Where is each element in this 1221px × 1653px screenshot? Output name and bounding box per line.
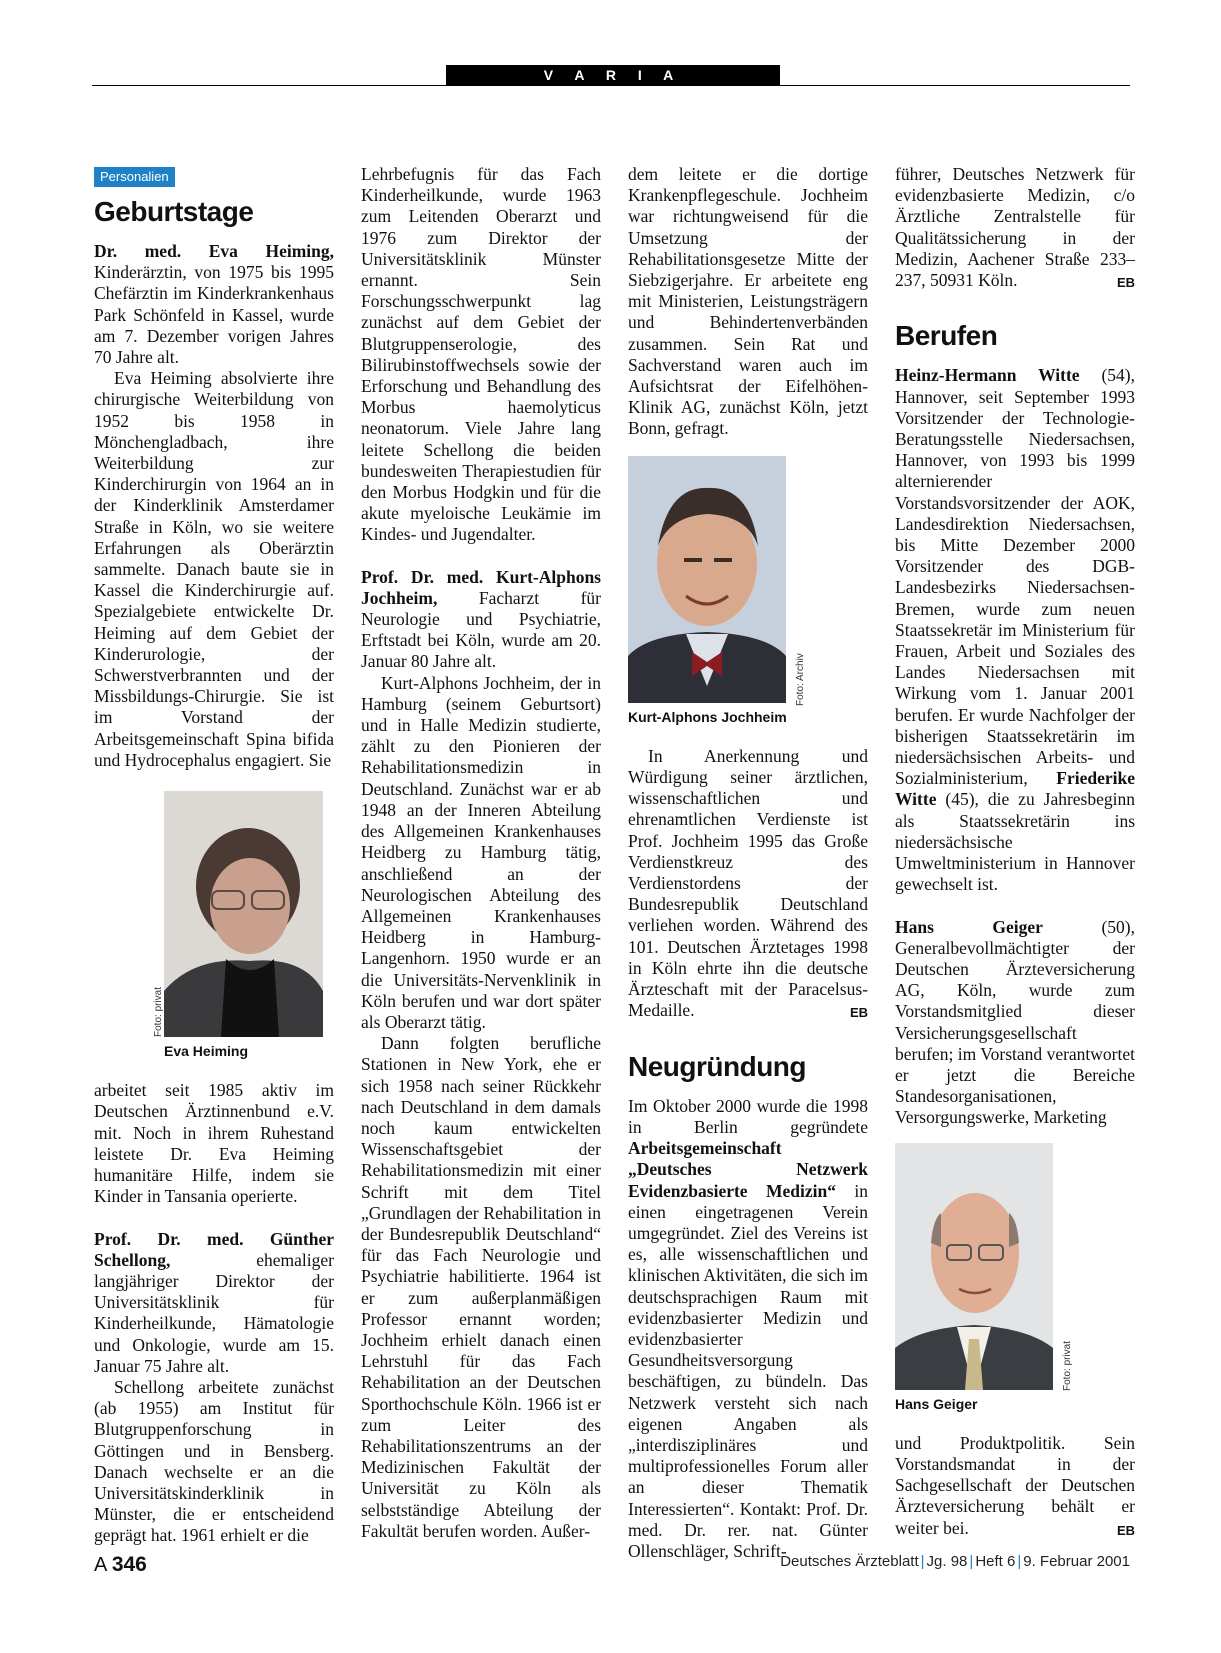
paragraph: In Anerkennung und Würdigung seiner ärztlichen, wissenschaftlichen und ehrenamtlichen Verdienste ist Prof. Jochheim 1995 das Große Verdienstkreuz des Verdienstordens der Bundesrepublik Deutschland verliehen worden. Während des 101. Deutschen Ärztetages 1998 in Köln ehrte ihn die deutsche Ärzteschaft mit der Paracelsus-Medaille. xyxy=(628,745,868,1021)
paragraph: Prof. Dr. med. Kurt-Alphons Jochheim, Facharzt für Neurologie und Psychiatrie, Erftstadt bei Köln, wurde am 20. Januar 80 Jahre alt. xyxy=(361,566,601,672)
column-2 xyxy=(361,164,601,1542)
paragraph: und Produktpolitik. Sein Vorstandsmandat in der Sachgesellschaft der Deutschen Ärzteversicherung behält er weiter bei. xyxy=(895,1432,1135,1538)
portrait-eva-heiming xyxy=(164,791,323,1037)
person-name: Prof. Dr. med. Günther Schellong, xyxy=(94,1228,334,1270)
person-name: Dr. med. Eva Heiming, xyxy=(94,241,334,261)
portrait-photo xyxy=(628,456,786,703)
organization-name: Arbeitsgemeinschaft „Deutsches Netzwerk Evidenzbasierte Medizin“ xyxy=(628,1138,868,1201)
author-sign: EB xyxy=(1116,275,1135,291)
photo-credit: Foto: privat xyxy=(153,987,164,1038)
paragraph: Dr. med. Eva Heiming, Kinderärztin, von 1975 bis 1995 Chefärztin im Kinderkrankenhaus Park Schönfeld in Kassel, wurde am 7. Dezember vorigen Jahres 70 Jahre alt. xyxy=(94,241,334,368)
photo-caption: Eva Heiming xyxy=(164,1043,249,1060)
person-name: Friederike Witte xyxy=(895,768,1135,810)
portrait-photo xyxy=(895,1143,1053,1390)
person-name: Prof. Dr. med. Kurt-Alphons Jochheim, xyxy=(361,566,601,608)
paragraph: arbeitet seit 1985 aktiv im Deutschen Ärztinnenbund e.V. mit. Noch in ihrem Ruhestand leistete Dr. Eva Heiming humanitäre Hilfe, indem sie Kinder in Tansania operierte. xyxy=(94,1080,334,1207)
photo-credit: Foto: privat xyxy=(1062,1340,1073,1391)
portrait-photo xyxy=(164,791,323,1037)
paragraph: Im Oktober 2000 wurde die 1998 in Berlin gegründete Arbeitsgemeinschaft „Deutsches Netzwerk Evidenzbasierte Medizin“ in einen eingetragenen Verein umgegründet. Ziel des Vereins ist es, alle wissenschaftlichen und klinischen Aktivitäten, die sich im deutschsprachigen Raum mit evidenzbasierter Medizin und evidenzbasierter Gesundheitsversorgung beschäftigen, zu bündeln. Das Netzwerk versteht sich nach eigenen Angaben als „interdisziplinäres und multiprofessionelles Forum aller an dieser Thematik Interessierten“. Kontakt: Prof. Dr. med. Dr. rer. nat. Günter Ollenschläger, Schrift- xyxy=(628,1095,868,1561)
photo-caption: Kurt-Alphons Jochheim xyxy=(628,708,787,725)
person-name: Hans Geiger xyxy=(895,916,1043,937)
page-number: A 346 xyxy=(94,1553,147,1576)
paragraph: Eva Heiming absolvierte ihre chirurgische Weiterbildung von 1952 bis 1958 in Mönchengladbach, ihre Weiterbildung zur Kinderchirurgin von 1964 an in der Kinderklinik Amsterdamer Straße in Köln, wo sie weitere Erfahrungen als Oberärztin sammelte. Danach baute sie in Kassel die Kinderchirurgie auf. Spezialgebiete entwickelte Dr. Heiming auf dem Gebiet der Kinderurologie, der Schwerstverbrannten und der Missbildungs-Chirurgie. Sie ist im Vorstand der Arbeitsgemeinschaft Spina bifida und Hydrocephalus engagiert. Sie xyxy=(94,368,334,770)
author-sign: EB xyxy=(849,1005,868,1021)
heading-berufen: Berufen xyxy=(895,320,998,352)
section-label: V A R I A xyxy=(446,65,780,86)
photo-caption: Hans Geiger xyxy=(895,1395,978,1412)
figure-eva-heiming xyxy=(153,791,334,1062)
heading-neugruendung: Neugründung xyxy=(628,1050,807,1082)
column-3 xyxy=(628,164,868,1562)
column-1 xyxy=(94,164,334,1547)
paragraph: Kurt-Alphons Jochheim, der in Hamburg (seinem Geburtsort) und in Halle Medizin studierte, zählt zu den Pionieren der Rehabilitationsmedizin in Deutschland. Zunächst war er ab 1948 an der Inneren Abteilung des Allgemeinen Krankenhauses Heidberg zu Hamburg tätig, anschließend an der Neurologischen Abteilung des Allgemeinen Krankenhauses Heidberg in Hamburg-Langenhorn. 1950 wurde er an die Universitäts-Nervenklinik in Köln berufen und war dort später als Oberarzt tätig. xyxy=(361,672,601,1032)
portrait-jochheim xyxy=(628,456,786,703)
paragraph: führer, Deutsches Netzwerk für evidenzbasierte Medizin, c/o Ärztliche Zentralstelle für Qualitätssicherung in der Medizin, Aachener Straße 233–237, 50931 Köln. xyxy=(895,164,1135,291)
figure-hans-geiger xyxy=(895,1143,1135,1415)
photo-credit: Foto: Archiv xyxy=(795,652,806,706)
column-4 xyxy=(895,164,1135,1541)
journal-info: Deutsches Ärzteblatt | Jg. 98 | Heft 6 | 9. Februar 2001 xyxy=(780,1553,1130,1570)
paragraph: Schellong arbeitete zunächst (ab 1955) am Institut für Blutgruppenforschung in Göttingen und in Bensberg. Danach wechselte er an die Universitätskinderklinik in Münster, die er entscheidend geprägt hat. 1961 erhielt er die xyxy=(94,1376,334,1546)
heading-geburtstage: Geburtstage xyxy=(94,196,254,227)
paragraph: Heinz-Hermann Witte (54), Hannover, seit September 1993 Vorsitzender der Technologie-Beratungsstelle Niedersachsen, Hannover, von 1993 bis 1999 alternierender Vorstandsvorsitzender der AOK, Landesdirektion Niedersachsen, bis Mitte Dezember 2000 Vorsitzender des DGB-Landesbezirks Niedersachsen-Bremen, wurde zum neuen Staatssekretär im Ministerium für Frauen, Arbeit und Soziales des Landes Niedersachsen mit Wirkung vom 1. Januar 2001 berufen. Er wurde Nachfolger der bisherigen Staatssekretärin im niedersächsischen Arbeits- und Sozialministerium, Friederike Witte (45), die zu Jahresbeginn als Staatssekretärin ins niedersächsische Umweltministerium in Hannover gewechselt ist. xyxy=(895,365,1135,895)
person-name: Heinz-Hermann Witte xyxy=(895,365,1080,386)
portrait-hans-geiger xyxy=(895,1143,1053,1390)
category-tag: Personalien xyxy=(94,167,175,187)
author-sign: EB xyxy=(1116,1522,1135,1538)
paragraph: Dann folgten berufliche Stationen in New York, ehe er sich 1958 nach seiner Rückkehr nach Deutschland in dem damals noch kaum entwickelten Wissenschaftsgebiet der Rehabilitationsmedizin mit einer Schrift mit dem Titel „Grundlagen der Rehabilitation in der Bundesrepublik Deutschland“ für das Fach Neurologie und Psychiatrie habilitierte. 1964 ist er zum außerplanmäßigen Professor ernannt worden; Jochheim erhielt danach einen Lehrstuhl für das Fach Rehabilitation an der Deutschen Sporthochschule Köln. 1966 ist er zum Leiter des Rehabilitationszentrums an der Medizinischen Fakultät der Universität zu Köln als selbstständige Abteilung der Fakultät berufen worden. Außer- xyxy=(361,1033,601,1541)
paragraph: Lehrbefugnis für das Fach Kinderheilkunde, wurde 1963 zum Leitenden Oberarzt und 1976 zum Direktor der Universitätsklinik Münster ernannt. Sein Forschungsschwerpunkt lag zunächst auf dem Gebiet der Blutgruppenserologie, des Bilirubinstoffwechsels sowie der Erforschung und Behandlung des Morbus haemolyticus neonatorum. Viele Jahre lang leitete Schellong die beiden bundesweiten Therapiestudien für den Morbus Hodgkin und für die akute myeloische Leukämie im Kindes- und Jugendalter. xyxy=(361,164,601,545)
figure-jochheim xyxy=(628,456,868,728)
paragraph: Hans Geiger (50), Generalbevollmächtigter der Deutschen Ärzteversicherung AG, Köln, wurde zum Vorstandsmitglied dieser Versicherungsgesellschaft berufen; im Vorstand verantwortet er jetzt die Bereiche Standesorganisationen, Versorgungswerke, Marketing xyxy=(895,916,1135,1128)
paragraph: dem leitete er die dortige Krankenpflegeschule. Jochheim war richtungweisend für die Umsetzung der Rehabilitationsgesetze Mitte der Siebzigerjahre. Er arbeitete eng mit Ministerien, Leistungsträgern und Behindertenverbänden zusammen. Sein Rat und Sachverstand waren auch im Aufsichtsrat der Eifelhöhen-Klinik AG, zunächst Köln, jetzt Bonn, gefragt. xyxy=(628,164,868,439)
paragraph: Prof. Dr. med. Günther Schellong, ehemaliger langjähriger Direktor der Universitätsklinik für Kinderheilkunde, Hämatologie und Onkologie, wurde am 15. Januar 75 Jahre alt. xyxy=(94,1228,334,1376)
